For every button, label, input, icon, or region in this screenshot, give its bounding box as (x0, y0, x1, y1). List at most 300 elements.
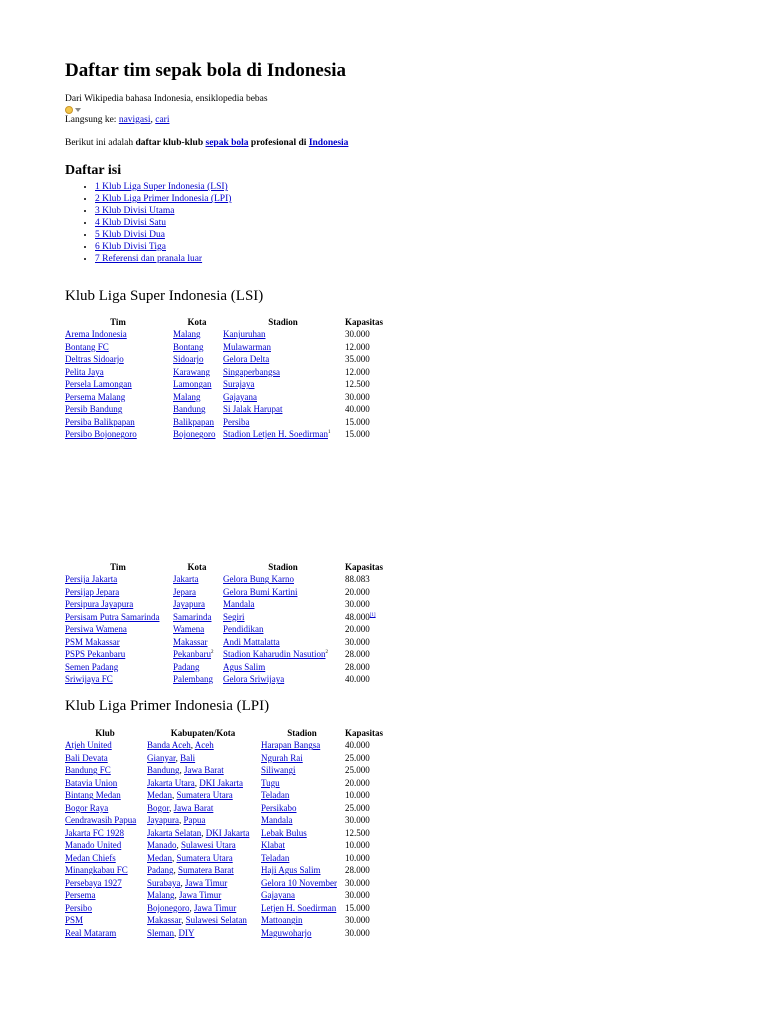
cell-capacity (345, 598, 397, 611)
city-link[interactable]: Samarinda (173, 611, 212, 622)
cell-stadium (223, 328, 345, 341)
cell-capacity: 10.000 (345, 790, 370, 801)
toc-link[interactable]: 7 Referensi dan pranala luar (95, 254, 203, 264)
stadium-link[interactable]: Stadion Kaharudin Nasution (223, 649, 326, 660)
cell-club (65, 827, 147, 840)
team-link[interactable]: Persiba Balikpapan (65, 416, 135, 427)
cell-regency: Jayapura, Papua (147, 815, 206, 826)
cell-capacity (345, 573, 397, 586)
cell-capacity: 40.000 (345, 404, 370, 415)
table-row (65, 914, 391, 927)
province-link[interactable]: Sulawesi Utara (181, 840, 236, 851)
cell-club (65, 814, 147, 827)
cell-team (65, 573, 173, 586)
page-title: Daftar tim sepak bola di Indonesia (65, 60, 347, 81)
cell-club (65, 902, 147, 915)
stadium-link[interactable]: Lebak Bulus (261, 827, 307, 838)
cell-capacity: 30.000 (345, 391, 370, 402)
stadium-link[interactable]: Gajayana (223, 391, 257, 402)
cell-city (173, 416, 223, 429)
sun-icon (65, 106, 73, 114)
capacity-value: 28.000 (345, 661, 370, 672)
stadium-link[interactable]: Ngurah Rai (261, 752, 303, 763)
cell-stadium (223, 378, 345, 391)
capacity-value: 20.000 (345, 624, 370, 635)
stadium-link[interactable]: Singaperbangsa (223, 366, 280, 377)
city-link[interactable]: Malang (147, 890, 175, 901)
cell-team (65, 428, 173, 441)
dropdown-arrow-icon[interactable] (75, 108, 81, 112)
team-link[interactable]: Bontang FC (65, 341, 109, 352)
cell-stadium (223, 623, 345, 636)
cell-capacity: 30.000 (345, 877, 370, 888)
cell-capacity (345, 648, 397, 661)
cell-stadium (261, 814, 345, 827)
cell-capacity: 28.000 (345, 865, 370, 876)
capacity-value: 30.000 (345, 636, 370, 647)
cell-team (65, 391, 173, 404)
province-link[interactable]: Jawa Timur (185, 877, 228, 888)
cell-capacity: 30.000 (345, 329, 370, 340)
cell-club (65, 852, 147, 865)
cell-city (173, 636, 223, 649)
jump-prefix: Langsung ke: (65, 115, 119, 125)
capacity-value: 20.000 (345, 586, 370, 597)
table-row (65, 673, 397, 686)
cell-stadium (261, 802, 345, 815)
col-header: Kapasitas (345, 317, 384, 327)
cell-capacity: 20.000 (345, 777, 370, 788)
cell-team (65, 611, 173, 624)
team-link[interactable]: Persela Lamongan (65, 379, 132, 390)
cell-club (65, 914, 147, 927)
city-link[interactable]: Gianyar (147, 752, 176, 763)
cell-club (65, 877, 147, 890)
club-link[interactable]: Cendrawasih Papua (65, 815, 137, 826)
cell-regency: Surabaya, Jawa Timur (147, 877, 228, 888)
stadium-link[interactable]: Gelora Delta (223, 354, 270, 365)
cell-capacity: 12.500 (345, 827, 370, 838)
province-link[interactable]: Sumatera Utara (176, 852, 233, 863)
col-header: Tim (110, 562, 126, 572)
cell-capacity: 30.000 (345, 815, 370, 826)
city-link[interactable]: Jakarta Utara (147, 777, 195, 788)
team-link[interactable]: Persema Malang (65, 391, 126, 402)
stadium-link[interactable]: Gelora 10 November (261, 877, 337, 888)
cell-club (65, 789, 147, 802)
table-row (65, 586, 397, 599)
footnote-ref[interactable]: 2 (211, 650, 214, 656)
footnote-ref[interactable]: 1 (327, 430, 331, 436)
stadium-link[interactable]: Andi Mattalatta (223, 636, 280, 647)
cell-club (65, 889, 147, 902)
toc-link[interactable]: 2 Klub Liga Primer Indonesia (LPI) (95, 194, 232, 204)
lpi-table (65, 727, 391, 939)
stadium-link[interactable]: Tugu (261, 777, 280, 788)
cell-capacity: 15.000 (345, 416, 370, 427)
stadium-link[interactable]: Si Jalak Harupat (223, 404, 283, 415)
stadium-link[interactable]: Gajayana (261, 890, 295, 901)
toc-item (95, 205, 231, 217)
cell-city (173, 353, 223, 366)
city-link[interactable]: Jepara (173, 586, 196, 597)
club-link[interactable]: Bintang Medan (65, 790, 121, 801)
cell-capacity: 15.000 (345, 902, 370, 913)
club-link[interactable]: Batavia Union (65, 777, 118, 788)
table-row (65, 852, 391, 865)
capacity-value: 88.083 (345, 574, 370, 585)
lsi-table-part-1 (65, 316, 397, 441)
toc-item (95, 217, 231, 229)
toc-item (95, 253, 231, 265)
intro-bold-2: profesional di (248, 138, 309, 148)
cell-stadium (261, 877, 345, 890)
city-link[interactable]: Bogor (147, 802, 170, 813)
cell-city (173, 598, 223, 611)
cell-stadium (261, 864, 345, 877)
cell-club (65, 927, 147, 940)
cell-stadium (223, 586, 345, 599)
province-link[interactable]: Jawa Barat (173, 802, 214, 813)
navigation-link[interactable]: navigasi (118, 115, 151, 125)
cell-capacity: 15.000 (345, 429, 370, 440)
cell-city (173, 366, 223, 379)
team-link[interactable]: Deltras Sidoarjo (65, 354, 124, 365)
stadium-link[interactable]: Harapan Bangsa (261, 740, 321, 751)
cell-team (65, 353, 173, 366)
province-link[interactable]: Jawa Timur (179, 890, 222, 901)
city-link[interactable]: Balikpapan (173, 416, 214, 427)
site-tagline: Dari Wikipedia bahasa Indonesia, ensiklopedia bebas (65, 94, 268, 104)
cell-stadium (223, 648, 345, 661)
cell-team (65, 416, 173, 429)
table-row (65, 328, 397, 341)
col-header: Kapasitas (345, 562, 384, 572)
lsi-table-part-2 (65, 561, 397, 686)
stadium-link[interactable]: Segiri (223, 611, 245, 622)
cell-team (65, 673, 173, 686)
cell-team (65, 378, 173, 391)
team-link[interactable]: Persija Jakarta (65, 574, 118, 585)
cell-team (65, 341, 173, 354)
stadium-link[interactable]: Persikabo (261, 802, 297, 813)
team-link[interactable]: Pelita Jaya (65, 366, 104, 377)
city-link[interactable]: Surabaya (147, 877, 181, 888)
cell-city (173, 573, 223, 586)
table-row (65, 416, 397, 429)
toc-link[interactable]: 3 Klub Divisi Utama (95, 206, 175, 216)
cell-stadium (223, 673, 345, 686)
cell-capacity (345, 586, 397, 599)
citation-ref[interactable]: [1] (369, 612, 376, 618)
cell-stadium (261, 777, 345, 790)
stadium-link[interactable]: Mandala (223, 599, 255, 610)
city-link[interactable]: Bojonegoro (147, 902, 190, 913)
cell-stadium (223, 611, 345, 624)
cell-team (65, 636, 173, 649)
cell-team (65, 328, 173, 341)
team-link[interactable]: Semen Padang (65, 661, 119, 672)
toc-item (95, 229, 231, 241)
club-link[interactable]: Persibo (65, 902, 92, 913)
stadium-link[interactable]: Surajaya (223, 379, 255, 390)
stadium-link[interactable]: Pendidikan (223, 624, 264, 635)
capacity-value: 48.000 (345, 611, 370, 622)
table-row (65, 789, 391, 802)
toc-link[interactable]: 1 Klub Liga Super Indonesia (LSI) (95, 182, 228, 192)
cell-club (65, 739, 147, 752)
col-header: Stadion (268, 562, 298, 572)
cell-team (65, 648, 173, 661)
city-link[interactable]: Palembang (173, 674, 213, 685)
cell-city (173, 673, 223, 686)
cell-club (65, 864, 147, 877)
col-header: Kabupaten/Kota (170, 728, 236, 738)
cell-city (173, 623, 223, 636)
cell-capacity (345, 673, 397, 686)
cell-stadium (261, 764, 345, 777)
table-row (65, 802, 391, 815)
cell-capacity (345, 661, 397, 674)
city-link[interactable]: Bojonegoro (173, 429, 216, 440)
table-row (65, 927, 391, 940)
club-link[interactable]: Medan Chiefs (65, 852, 116, 863)
team-link[interactable]: Persiwa Wamena (65, 624, 127, 635)
table-row (65, 403, 397, 416)
stadium-link[interactable]: Maguwoharjo (261, 927, 312, 938)
city-link[interactable]: Jayapura (173, 599, 205, 610)
cell-stadium (261, 927, 345, 940)
province-link[interactable]: DKI Jakarta (199, 777, 243, 788)
cell-team (65, 586, 173, 599)
city-link[interactable]: Manado (147, 840, 177, 851)
city-link[interactable]: Malang (173, 329, 201, 340)
cell-team (65, 598, 173, 611)
team-link[interactable]: Persib Bandung (65, 404, 123, 415)
table-row (65, 764, 391, 777)
stadium-link[interactable]: Stadion Letjen H. Soedirman (223, 429, 328, 440)
cell-city (173, 378, 223, 391)
cell-city (173, 428, 223, 441)
table-row (65, 839, 391, 852)
cell-stadium (261, 889, 345, 902)
cell-stadium (223, 366, 345, 379)
stadium-link[interactable]: Kanjuruhan (223, 329, 266, 340)
toc-title: Daftar isi (65, 163, 122, 178)
cell-stadium (261, 827, 345, 840)
toc-link[interactable]: 6 Klub Divisi Tiga (95, 242, 167, 252)
cell-city (173, 341, 223, 354)
jump-links (65, 115, 170, 125)
cell-club (65, 802, 147, 815)
capacity-value: 40.000 (345, 674, 370, 685)
cell-city (173, 648, 223, 661)
club-link[interactable]: Persema (65, 890, 96, 901)
cell-club (65, 777, 147, 790)
cell-stadium (261, 739, 345, 752)
table-row (65, 428, 397, 441)
toc-item (95, 193, 231, 205)
table-row (65, 378, 397, 391)
city-link[interactable]: Lamongan (173, 379, 212, 390)
stadium-link[interactable]: Mattoangin (261, 915, 303, 926)
cell-regency: Gianyar, Bali (147, 752, 196, 763)
cell-city (173, 586, 223, 599)
cell-regency: Bojonegoro, Jawa Timur (147, 902, 237, 913)
col-header: Kota (187, 317, 207, 327)
club-link[interactable]: Bandung FC (65, 765, 111, 776)
footnote-ref[interactable]: 2 (325, 650, 328, 656)
cell-regency: Padang, Sumatera Barat (147, 865, 234, 876)
stadium-link[interactable]: Teladan (261, 852, 290, 863)
province-link[interactable]: Jawa Barat (184, 765, 224, 776)
club-link[interactable]: Bali Devata (65, 752, 108, 763)
province-link[interactable]: DKI Jakarta (205, 827, 250, 838)
city-link[interactable]: Bontang (173, 341, 204, 352)
table-row (65, 777, 391, 790)
stadium-link[interactable]: Agus Salim (223, 661, 266, 672)
cell-club (65, 764, 147, 777)
stadium-link[interactable]: Mandala (261, 815, 293, 826)
stadium-link[interactable]: Gelora Sriwijaya (223, 674, 285, 685)
toolbar-control[interactable] (65, 105, 81, 115)
col-header: Stadion (287, 728, 317, 738)
cell-capacity: 30.000 (345, 915, 370, 926)
col-header: Tim (110, 317, 126, 327)
link-sepak-bola[interactable]: sepak bola (205, 138, 249, 148)
table-of-contents (65, 181, 231, 265)
cell-regency: Malang, Jawa Timur (147, 890, 222, 901)
city-link[interactable]: Makassar (173, 636, 208, 647)
city-link[interactable]: Jakarta Selatan (147, 827, 202, 838)
stadium-link[interactable]: Persiba (223, 416, 250, 427)
cell-capacity (345, 623, 397, 636)
cell-capacity: 35.000 (345, 354, 370, 365)
city-link[interactable]: Sidoarjo (173, 354, 204, 365)
stadium-link[interactable]: Gelora Bumi Kartini (223, 586, 298, 597)
stadium-link[interactable]: Siliwangi (261, 765, 296, 776)
club-link[interactable]: Real Mataram (65, 927, 117, 938)
search-link[interactable]: cari (155, 115, 170, 125)
city-link[interactable]: Bandung (147, 765, 180, 776)
table-row (65, 864, 391, 877)
stadium-link[interactable]: Haji Agus Salim (261, 865, 321, 876)
city-link[interactable]: Malang (173, 391, 201, 402)
city-link[interactable]: Padang (173, 661, 200, 672)
province-link[interactable]: Papua (183, 815, 206, 826)
team-link[interactable]: PSPS Pekanbaru (65, 649, 126, 660)
city-link[interactable]: Makassar (147, 915, 182, 926)
team-link[interactable]: Persipura Jayapura (65, 599, 134, 610)
city-link[interactable]: Padang (147, 865, 174, 876)
province-link[interactable]: Aceh (194, 740, 214, 751)
team-link[interactable]: Persijap Jepara (65, 586, 120, 597)
cell-stadium (223, 573, 345, 586)
toc-link[interactable]: 5 Klub Divisi Dua (95, 230, 165, 240)
club-link[interactable]: Persebaya 1927 (65, 877, 122, 888)
cell-stadium (223, 353, 345, 366)
cell-regency: Bandung, Jawa Barat (147, 765, 224, 776)
cell-capacity (345, 611, 397, 624)
province-link[interactable]: DIY (178, 927, 195, 938)
stadium-link[interactable]: Gelora Bung Karno (223, 574, 294, 585)
cell-stadium (261, 914, 345, 927)
cell-club (65, 839, 147, 852)
province-link[interactable]: Bali (180, 752, 196, 763)
stadium-link[interactable]: Teladan (261, 790, 290, 801)
cell-regency: Makassar, Sulawesi Selatan (147, 915, 247, 926)
stadium-link[interactable]: Klabat (261, 840, 285, 851)
cell-capacity: 25.000 (345, 765, 370, 776)
city-link[interactable]: Medan (147, 852, 172, 863)
link-indonesia[interactable]: Indonesia (308, 138, 349, 148)
city-link[interactable]: Medan (147, 790, 172, 801)
province-link[interactable]: Sumatera Utara (176, 790, 233, 801)
capacity-value: 30.000 (345, 599, 370, 610)
cell-regency: Bogor, Jawa Barat (147, 802, 214, 813)
cell-stadium (223, 341, 345, 354)
province-link[interactable]: Jawa Timur (194, 902, 237, 913)
stadium-link[interactable]: Letjen H. Soedirman (261, 902, 337, 913)
city-link[interactable]: Banda Aceh (147, 740, 191, 751)
cell-stadium (223, 416, 345, 429)
club-link[interactable]: Jakarta FC 1928 (65, 827, 124, 838)
city-link[interactable]: Pekanbaru (173, 649, 211, 660)
team-link[interactable]: Arema Indonesia (65, 329, 127, 340)
cell-club (65, 752, 147, 765)
club-link[interactable]: Manado United (65, 840, 122, 851)
cell-capacity (345, 636, 397, 649)
city-link[interactable]: Jakarta (173, 574, 199, 585)
province-link[interactable]: Sulawesi Selatan (185, 915, 247, 926)
cell-capacity: 30.000 (345, 890, 370, 901)
cell-capacity: 12.500 (345, 379, 370, 390)
toc-link[interactable]: 4 Klub Divisi Satu (95, 218, 166, 228)
table-row (65, 341, 397, 354)
table-row (65, 877, 391, 890)
cell-stadium (261, 902, 345, 915)
city-link[interactable]: Sleman (147, 927, 174, 938)
capacity-value: 28.000 (345, 649, 370, 660)
club-link[interactable]: Minangkabau FC (65, 865, 128, 876)
cell-stadium (261, 852, 345, 865)
cell-capacity: 10.000 (345, 852, 370, 863)
jump-separator: , (150, 115, 156, 125)
cell-city (173, 611, 223, 624)
team-link[interactable]: Persisam Putra Samarinda (65, 611, 160, 622)
cell-stadium (223, 428, 345, 441)
cell-regency: Jakarta Utara, DKI Jakarta (147, 777, 243, 788)
lsi-heading: Klub Liga Super Indonesia (LSI) (65, 288, 264, 304)
team-link[interactable]: PSM Makassar (65, 636, 120, 647)
cell-regency: Sleman, DIY (147, 927, 195, 938)
club-link[interactable]: Bogor Raya (65, 802, 109, 813)
club-link[interactable]: Atjeh United (65, 740, 112, 751)
team-link[interactable]: Sriwijaya FC (65, 674, 113, 685)
city-link[interactable]: Wamena (173, 624, 205, 635)
cell-stadium (261, 752, 345, 765)
city-link[interactable]: Jayapura (147, 815, 179, 826)
club-link[interactable]: PSM (65, 915, 84, 926)
province-link[interactable]: Sumatera Barat (178, 865, 234, 876)
city-link[interactable]: Karawang (173, 366, 210, 377)
cell-regency: Manado, Sulawesi Utara (147, 840, 236, 851)
cell-team (65, 661, 173, 674)
table-row (65, 391, 397, 404)
stadium-link[interactable]: Mulawarman (223, 341, 271, 352)
team-link[interactable]: Persibo Bojonegoro (65, 429, 137, 440)
city-link[interactable]: Bandung (173, 404, 206, 415)
